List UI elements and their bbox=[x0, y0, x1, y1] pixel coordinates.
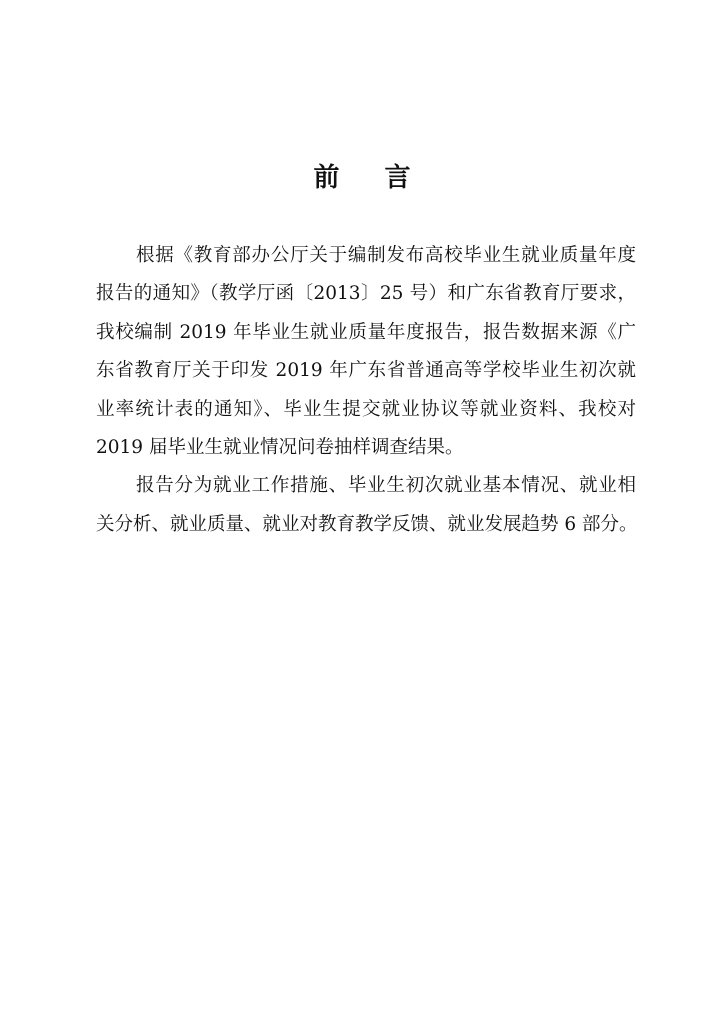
paragraph-line: 报告的通知》（教学厅函〔2013〕25 号）和广东省教育厅要求， bbox=[96, 283, 636, 305]
paragraph-line: 业率统计表的通知》、毕业生提交就业协议等就业资料、我校对 bbox=[96, 398, 636, 420]
paragraph-line: 2019 届毕业生就业情况问卷抽样调查结果。 bbox=[96, 436, 464, 458]
paragraph-line: 报告分为就业工作措施、毕业生初次就业基本情况、就业相 bbox=[136, 475, 636, 497]
paragraph-line: 根据《教育部办公厅关于编制发布高校毕业生就业质量年度 bbox=[136, 245, 636, 266]
page-title: 前 言 bbox=[313, 163, 429, 193]
paragraph-line: 东省教育厅关于印发 2019 年广东省普通高等学校毕业生初次就 bbox=[96, 360, 636, 382]
paragraph-line: 关分析、就业质量、就业对教育教学反馈、就业发展趋势 6 部分。 bbox=[96, 513, 638, 535]
paragraph-line: 我校编制 2019 年毕业生就业质量年度报告，报告数据来源《广 bbox=[96, 321, 636, 343]
paragraph-1 bbox=[96, 237, 636, 467]
paragraph-2 bbox=[96, 467, 636, 544]
preface-body bbox=[96, 237, 636, 544]
